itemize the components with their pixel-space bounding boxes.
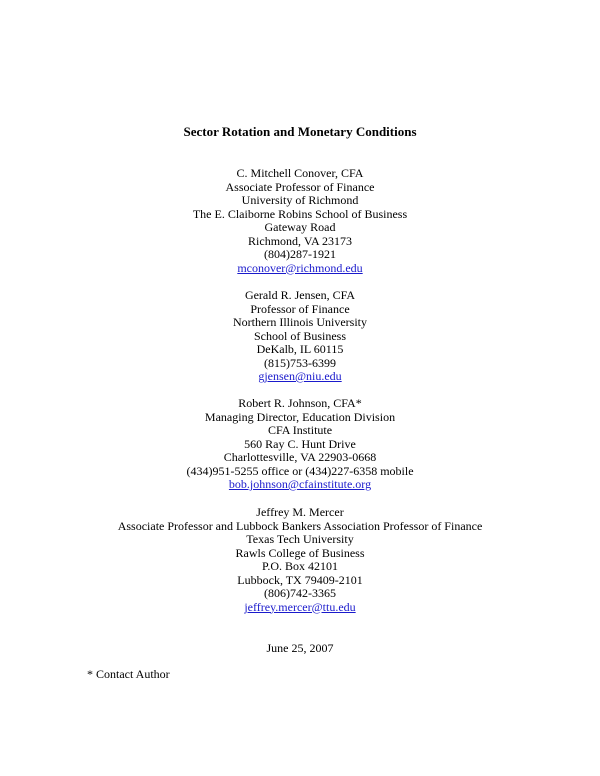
author-street: Gateway Road xyxy=(264,220,336,234)
author-block-johnson xyxy=(0,397,600,492)
author-block-conover xyxy=(0,167,600,275)
author-city: DeKalb, IL 60115 xyxy=(256,342,344,356)
author-title: Associate Professor and Lubbock Bankers Association Professor of Finance xyxy=(117,518,483,533)
author-block-mercer xyxy=(0,506,600,614)
contact-author-footnote: * Contact Author xyxy=(87,667,170,681)
author-school: School of Business xyxy=(253,328,346,343)
author-institution: CFA Institute xyxy=(267,423,333,437)
author-phone: (434)951-5255 office or (434)227-6358 mobile xyxy=(186,463,414,478)
author-institution: University of Richmond xyxy=(241,193,359,207)
author-city: Lubbock, TX 79409-2101 xyxy=(237,572,363,587)
author-title: Managing Director, Education Division xyxy=(204,409,396,424)
author-email-link[interactable]: mconover@richmond.edu xyxy=(237,260,363,275)
author-title: Associate Professor of Finance xyxy=(225,179,375,194)
author-phone: (806)742-3365 xyxy=(264,586,336,600)
author-name: Robert R. Johnson, CFA* xyxy=(238,396,362,410)
author-city: Charlottesville, VA 22903-0668 xyxy=(223,450,377,464)
paper-title: Sector Rotation and Monetary Conditions xyxy=(183,124,417,139)
author-title: Professor of Finance xyxy=(250,301,350,316)
author-institution: Northern Illinois University xyxy=(233,315,367,329)
author-email-link[interactable]: bob.johnson@cfainstitute.org xyxy=(228,477,372,491)
author-street: 560 Ray C. Hunt Drive xyxy=(244,436,356,451)
author-city: Richmond, VA 23173 xyxy=(248,233,352,248)
author-name: Gerald R. Jensen, CFA xyxy=(244,288,356,302)
author-email-link[interactable]: gjensen@niu.edu xyxy=(258,369,342,383)
author-phone: (815)753-6399 xyxy=(264,355,336,370)
author-school: The E. Claiborne Robins School of Business xyxy=(192,206,408,221)
author-email-link[interactable]: jeffrey.mercer@ttu.edu xyxy=(244,599,356,614)
author-name: Jeffrey M. Mercer xyxy=(256,505,344,519)
author-block-jensen xyxy=(0,289,600,384)
author-po-box: P.O. Box 42101 xyxy=(261,559,338,573)
author-institution: Texas Tech University xyxy=(246,532,354,546)
paper-date: June 25, 2007 xyxy=(266,641,334,655)
author-phone: (804)287-1921 xyxy=(264,247,336,261)
author-school: Rawls College of Business xyxy=(235,545,365,560)
author-name: C. Mitchell Conover, CFA xyxy=(236,166,364,180)
